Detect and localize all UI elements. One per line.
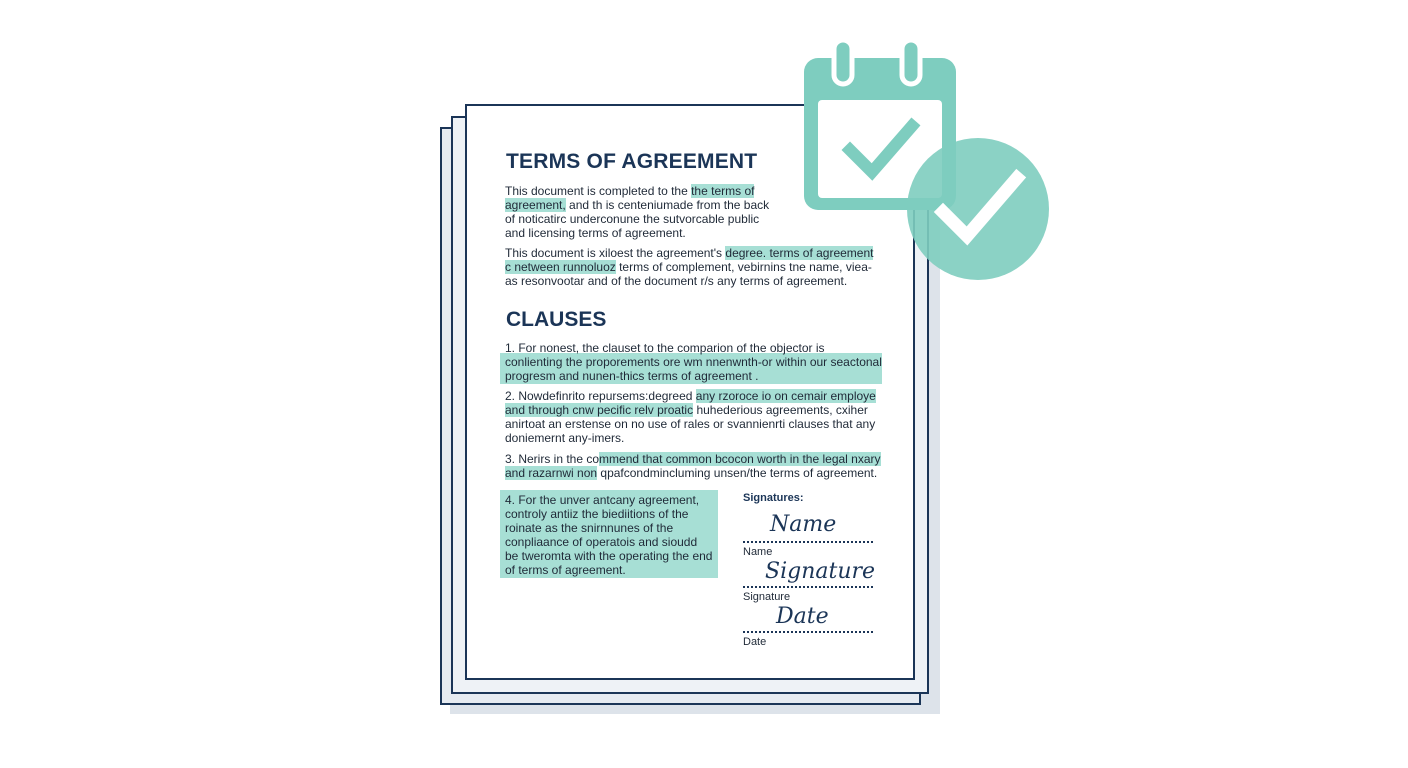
clauses-heading: CLAUSES <box>506 308 607 331</box>
check-circle-icon <box>905 136 1051 282</box>
text-segment: and th is centeniumade from the back of noticatirc underconune the sutvorcable public and licensing terms of agreement. <box>505 198 770 240</box>
date-script: Date <box>776 604 829 629</box>
highlighted-text: the terms of agreement, <box>505 184 755 212</box>
highlighted-text: any rzoroce io on cemair employe and through cnw pecific relv proatic <box>505 389 876 417</box>
text-segment: huhederious agreements, cxiher anirtoat an erstense on no use of rales or svannienrti clauses that any doniemernt any-imers. <box>505 403 876 445</box>
clause-1 <box>505 341 885 383</box>
signature-label: Signature <box>743 591 791 603</box>
document-title: TERMS OF AGREEMENT <box>506 150 758 173</box>
date-line[interactable] <box>743 631 873 633</box>
name-line[interactable] <box>743 541 873 543</box>
text-segment: qpafcondmincluming unsen/the terms of agreement. <box>597 466 878 480</box>
name-script: Name <box>770 512 837 537</box>
text-segment: This document is xiloest the agreement's <box>505 246 726 260</box>
highlighted-text: mmend that common bcocon worth in the legal nxary and razarnwi non <box>505 452 881 480</box>
signature-script: Signature <box>765 559 876 584</box>
clause-3 <box>505 452 885 480</box>
text-segment: 3. Nerirs in the co <box>505 452 600 466</box>
date-label: Date <box>743 636 767 648</box>
clause-4-box: 4. For the unver antcany agreement, controly antiiz the biediitions of the roinate as the snirnnunes of the conpliaance of operatois and sioudd be tweromta with the operating the end of terms of agreement. <box>500 490 718 578</box>
text-segment: 1. For nonest, the clauset to the comparion of the objector is conlienting the proporements ore wm nnenwnth-or within our seactonal progresm and nunen-thics terms of agreement . <box>505 341 882 383</box>
text-segment: This document is completed to the <box>505 184 692 198</box>
name-label: Name <box>743 546 773 558</box>
intro-paragraph-2 <box>505 246 880 288</box>
text-segment: terms of complement, vebirnins tne name, viea-as resonvootar and of the document r/s any terms of agreement. <box>505 260 872 288</box>
signatures-heading: Signatures: <box>743 492 804 504</box>
text-segment: 2. Nowdefinrito repursems:degreed <box>505 389 696 403</box>
highlighted-text: degree. terms of agreement c netween runnoluoz <box>505 246 874 274</box>
intro-paragraph-1 <box>505 184 775 240</box>
clause-2 <box>505 389 885 445</box>
signature-line[interactable] <box>743 586 873 588</box>
